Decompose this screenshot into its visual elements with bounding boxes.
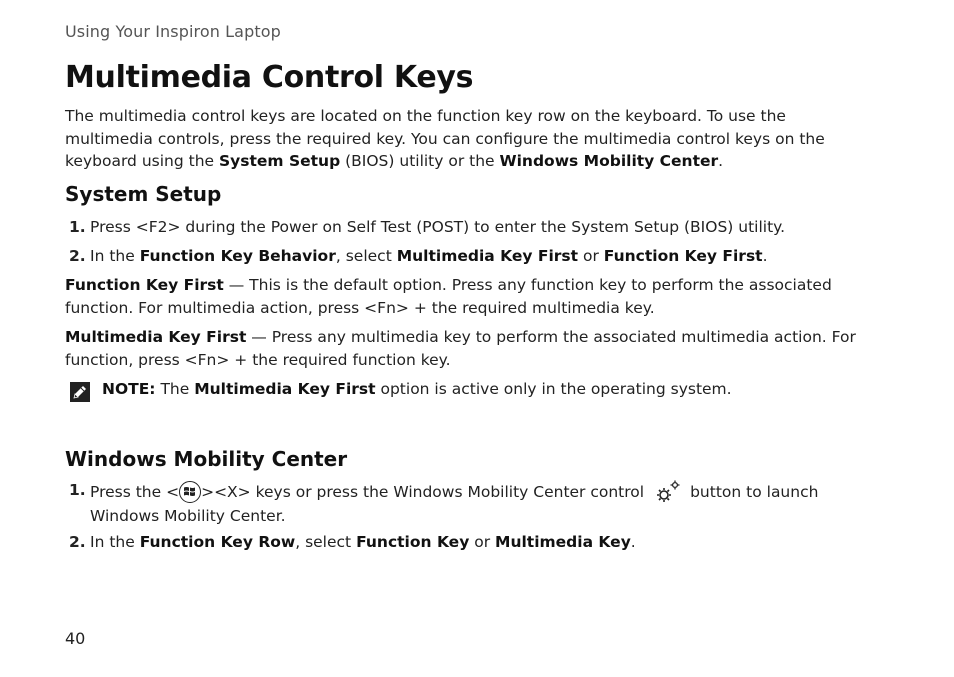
windows-logo-icon	[179, 481, 201, 503]
page-number: 40	[65, 629, 86, 648]
intro-paragraph: The multimedia control keys are located on the function key row on the keyboard. To use the multimedia controls, press the required key. You can configure the multimedia control keys on the keyboard using the System Setup (BIOS) utility or the Windows Mobility Center.	[65, 107, 825, 170]
note: NOTE: The Multimedia Key First option is active only in the operating system.	[65, 378, 865, 401]
wmc-step-2: 2. In the Function Key Row, select Function Key or Multimedia Key.	[69, 533, 636, 551]
running-head: Using Your Inspiron Laptop	[65, 22, 281, 41]
system-setup-step-2: 2. In the Function Key Behavior, select Multimedia Key First or Function Key First.	[69, 247, 768, 265]
mobility-center-gears-icon	[654, 479, 682, 505]
wmc-step-1: 1. Press the < ><X> keys or press the Windows Mobility Center control button to launch Windows Mobility Center.	[69, 481, 819, 525]
function-key-first-description: Function Key First — This is the default option. Press any function key to perform the associated function. For multimedia action, press <Fn> + the required multimedia key.	[65, 276, 832, 317]
page-title: Multimedia Control Keys	[65, 60, 474, 95]
note-pencil-icon	[70, 382, 90, 402]
system-setup-step-1: 1. Press <F2> during the Power on Self Test (POST) to enter the System Setup (BIOS) utility.	[69, 218, 786, 236]
multimedia-key-first-description: Multimedia Key First — Press any multimedia key to perform the associated multimedia action. For function, press <Fn> + the required function key.	[65, 328, 856, 369]
windows-mobility-center-heading: Windows Mobility Center	[65, 447, 348, 471]
system-setup-heading: System Setup	[65, 182, 222, 206]
